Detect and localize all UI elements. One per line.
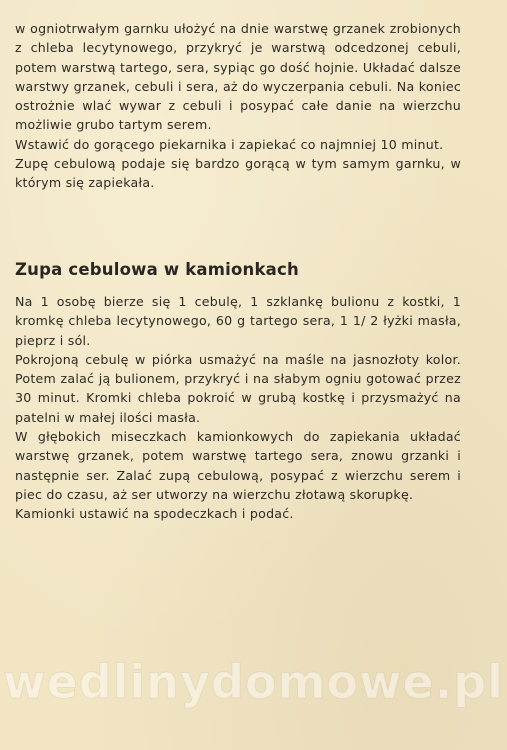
recipe-paragraph: Kamionki ustawić na spodeczkach i podać. [15, 506, 294, 522]
watermark: wedlinydomowe.pl [3, 655, 504, 709]
intro-text-block [15, 19, 461, 193]
recipe-title: Zupa cebulowa w kamionkach [15, 260, 299, 279]
intro-paragraph: Zupę cebulową podaje się bardzo gorącą w tym samym garnku, w którym się zapiekała. [15, 156, 461, 191]
intro-paragraph: w ogniotrwałym garnku ułożyć na dnie warstwę grzanek zrobionych z chleba lecytynowego, przykryć je warstwą odcedzonej cebuli, potem warstwą tartego, sera, sypiąc go dość hojnie. Układać dalsze warstwy grzanek, cebuli i sera, aż do wyczerpania cebuli. Na koniec ostrożnie wlać wywar z cebuli i posypać całe danie na wierzchu możliwie grubo tartym serem. [15, 21, 461, 133]
recipe-paragraph: Na 1 osobę bierze się 1 cebulę, 1 szklankę bulionu z kostki, 1 kromkę chleba lecytynowego, 60 g tartego sera, 1 1/ 2 łyżki masła, pieprz i sól. [15, 294, 461, 348]
recipe-paragraph: Pokrojoną cebulę w piórka usmażyć na maśle na jasnozłoty kolor. Potem zalać ją bulionem, przykryć i na słabym ogniu gotować przez 30 minut. Kromki chleba pokroić w grubą kostkę i przysmażyć na patelni w małej ilości masła. [15, 351, 461, 425]
recipe-paragraph: W głębokich miseczkach kamionkowych do zapiekania układać warstwę grzanek, potem warstwę tartego sera, znowu grzanki i następnie ser. Zalać zupą cebulową, posypać z wierzchu serem i piec do czasu, aż ser utworzy na wierzchu złotawą skorupkę. [15, 429, 461, 502]
recipe-text-block [15, 292, 461, 524]
intro-paragraph: Wstawić do gorącego piekarnika i zapiekać co najmniej 10 minut. [15, 136, 444, 152]
